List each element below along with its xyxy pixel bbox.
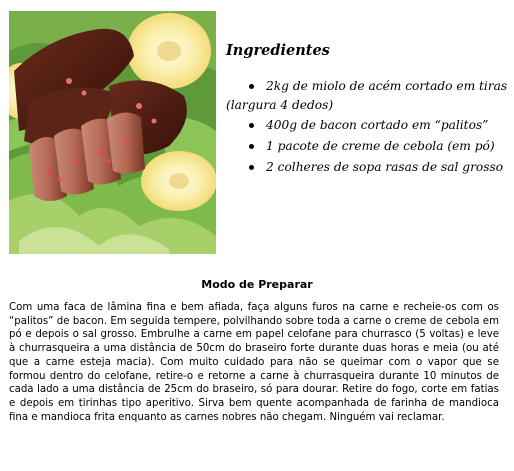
ingredient-item: 2kg de miolo de acém cortado em tiras (largura 4 dedos): [226, 77, 510, 115]
ingredients-section: [226, 42, 510, 178]
ingredients-title: Ingredientes: [226, 42, 330, 59]
ingredient-item: 2 colheres de sopa rasas de sal grosso: [226, 157, 510, 178]
recipe-photo: [9, 11, 216, 254]
ingredient-item: 1 pacote de creme de cebola (em pó): [226, 136, 510, 157]
ingredient-item: 400g de bacon cortado em “palitos”: [226, 115, 510, 136]
method-text: Com uma faca de lâmina fina e bem afiada, faça alguns furos na carne e recheie-os com os “palitos” de bacon. Em seguida tempere, polvilhando sobre toda a carne o creme de cebola em pó e depois o sal grosso. Embrulhe a carne em papel celofane para churrasco (5 voltas) e leve à churrasqueira a uma distância de 50cm do braseiro forte durante duas horas e meia (ou até que a carne esteja macia). Com muito cuidado para não se queimar com o vapor que se formou dentro do celofane, retire-o e retorne a carne à churrasqueira durante 10 minutos de cada lado a uma distância de 25cm do braseiro, só para dourar. Retire do fogo, corte em fatias e depois em tirinhas tipo aperitivo. Sirva bem quente acompanhada de farinha de mandioca fina e mandioca frita enquanto as carnes nobres não chegam. Ninguém vai reclamar.: [9, 302, 499, 423]
ingredients-list: [226, 77, 510, 178]
meat-dish-illustration: [9, 11, 216, 254]
method-title: Modo de Preparar: [201, 278, 313, 291]
